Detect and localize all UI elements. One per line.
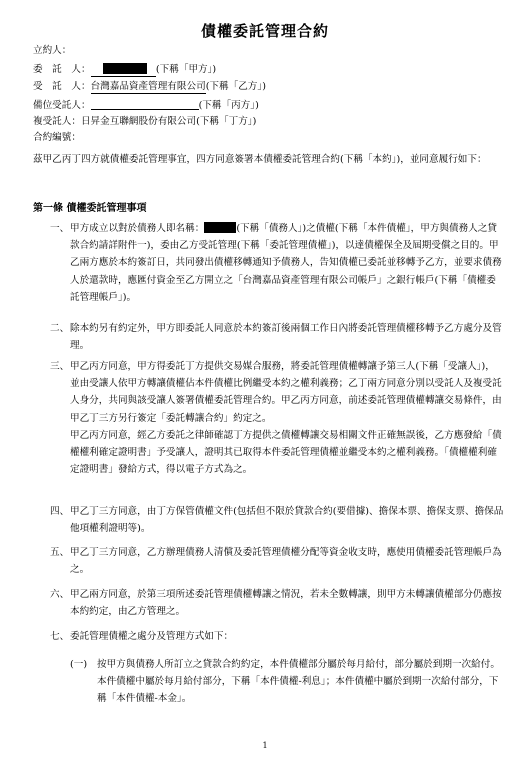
clause-sub-item-number: (一) [70,659,88,670]
party-backup-trustee [33,99,259,112]
clause-item-text: 甲乙丁三方同意，由丁方保管債權文件(包括但不限於貸款合約(要借據)、擔保本票、擔保支票、擔保品他項權利證明等)。 [70,506,504,535]
clause-item-text: 甲乙丙方同意，甲方得委託丁方提供交易媒合服務，將委託管理債權轉讓予第三人(下稱「受讓人」)，並由受讓人依甲方轉讓債權佔本件債權比例繼受本約之權利義務；乙丁兩方同意分別以受託人及複受託人身分，共同與該受讓人簽署債權委託管理合約。甲乙丙方同意，前述委託管理債權轉讓交易條件，由甲乙丁三方另行簽定「委託轉讓合約」約定之。 [70,361,502,424]
clause-item-text-continued: 甲乙丙方同意，經乙方委託之律師確認丁方提供之債權轉讓交易相關文件正確無誤後，乙方應發給「債權權利確定證明書」予受讓人，證明其已取得本件委託管理債權並繼受本約之權利義務。「債權權利確定證明書」發給方式，得以電子方式為之。 [70,429,502,476]
parties-intro: 立約人： [33,45,72,56]
clause-item-6 [32,586,504,620]
clause-item-3 [32,358,504,478]
redacted-debtor-box [204,222,236,233]
clause-item-number: 一、 [50,223,70,234]
redacted-name-box [103,63,147,74]
party-entrustor-suffix: (下稱「甲方」) [155,64,217,75]
party-trustee-suffix: (下稱「乙方」) [205,81,266,92]
clause-item-text: 委託管理債權之處分及管理方式如下： [70,631,234,642]
clause-sub-item-1 [70,656,504,708]
preamble: 茲甲乙丙丁四方就債權委託管理事宜，四方同意簽署本債權委託管理合約(下稱「本約」)，並同意履行如下： [33,154,487,165]
clause-item-pre: 甲方成立以對於債務人即名稱： [70,223,205,234]
clause-item-text: 甲乙丁三方同意，乙方辦理債務人清償及委託管理債權分配等資金收支時，應使用債權委託管理帳戶為之。 [70,547,502,576]
party-trustee-name: 台灣嘉品資產管理有限公司 [90,81,206,92]
chapter-1-heading: 第一條 債權委託管理事項 [33,203,147,214]
clause-item-1 [32,220,504,306]
party-entrustor [33,63,216,77]
clause-item-text: (下稱「債務人」)之債權(下稱「本件債權」，甲方與債務人之貸款合約請詳附件一)，委由乙方受託管理(下稱「委託管理債權」)，以達債權保全及屆期受償之目的。甲乙兩方應於本約簽訂日，共同發出債權移轉通知予債務人，告知債權已委託並移轉予乙方，並要求債務人於還款時，應匯付資金至乙方開立之「台灣嘉品資產管理有限公司帳戶」之銀行帳戶(下稱「債權委託管理帳戶」)。 [70,223,502,303]
party-entrustor-label: 委 託 人： [33,64,91,75]
clause-item-text: 甲乙兩方同意，於第三項所述委託管理債權轉讓之情況，若未全數轉讓，則甲方未轉讓債權部分仍應按本約約定，由乙方管理之。 [70,589,502,618]
clause-item-number: 二、 [50,323,70,334]
contract-number-label: 合約編號： [33,132,81,143]
clause-item-7 [32,628,504,645]
clause-item-2 [32,320,504,354]
clause-sub-item-text: 按甲方與債務人所訂立之貸款合約約定，本件債權部分屬於每月給付，部分屬於到期一次給付。本件債權中屬於每月給付部分，下稱「本件債權-利息」；本件債權中屬於到期一次給付部分，下稱「本件債權-本金」。 [97,659,500,705]
clause-item-number: 三、 [50,361,70,372]
clause-item-4 [32,503,504,537]
party-trustee [33,81,266,94]
redacted-name-underline [91,63,156,77]
party-sub-trustee-label: 複受託人： [33,116,81,127]
party-trustee-label: 受 託 人： [33,81,91,92]
party-sub-trustee-suffix: (下稱「丁方」) [196,116,257,127]
page-number: 1 [262,741,268,750]
clause-item-number: 五、 [50,547,70,558]
clause-item-number: 四、 [50,506,70,517]
document-title: 債權委託管理合約 [200,22,329,40]
clause-item-number: 七、 [50,631,70,642]
party-backup-trustee-label: 備位受託人： [33,100,91,111]
clause-item-5 [32,544,504,578]
party-sub-trustee-name: 日昇金互聯網股份有限公司 [80,116,197,127]
party-backup-trustee-blank [91,99,199,110]
party-sub-trustee [33,116,256,128]
party-backup-trustee-suffix: (下稱「丙方」) [198,100,259,111]
clause-item-text: 除本約另有約定外，甲方即委託人同意於本約簽訂後兩個工作日內將委託管理債權移轉予乙方處分及管理。 [70,323,502,352]
clause-item-number: 六、 [50,589,70,600]
